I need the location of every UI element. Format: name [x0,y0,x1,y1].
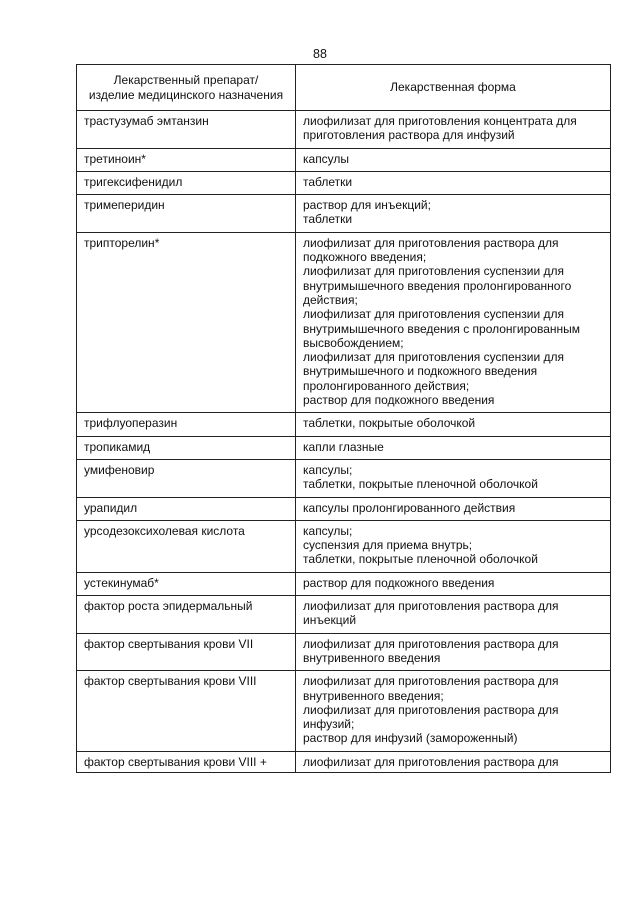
drug-table [76,64,611,773]
dosage-form-cell: лиофилизат для приготовления раствора для [296,751,611,772]
table-row [77,520,611,572]
drug-name-cell: тригексифенидил [77,171,296,194]
dosage-form-cell: раствор для инъекций; таблетки [296,195,611,233]
drug-name-cell: фактор свертывания крови VIII [77,671,296,751]
header-drug: Лекарственный препарат/ изделие медицинского назначения [77,65,296,111]
table-row [77,436,611,459]
dosage-form-cell: капсулы; таблетки, покрытые пленочной оболочкой [296,459,611,497]
drug-name-cell: трифлуоперазин [77,413,296,436]
table-header-row [77,65,611,111]
table-row [77,671,611,751]
table-body [77,111,611,773]
dosage-form-cell: раствор для подкожного введения [296,572,611,595]
dosage-form-cell: капсулы пролонгированного действия [296,497,611,520]
dosage-form-cell: капсулы [296,148,611,171]
table-row [77,572,611,595]
dosage-form-cell: таблетки [296,171,611,194]
drug-name-cell: тропикамид [77,436,296,459]
drug-name-cell: третиноин* [77,148,296,171]
drug-name-cell: фактор свертывания крови VII [77,633,296,671]
dosage-form-cell: таблетки, покрытые оболочкой [296,413,611,436]
table-row [77,111,611,149]
drug-name-cell: фактор роста эпидермальный [77,596,296,634]
table-row [77,195,611,233]
drug-name-cell: устекинумаб* [77,572,296,595]
table-row [77,232,611,413]
drug-name-cell: тримеперидин [77,195,296,233]
table-row [77,497,611,520]
dosage-form-cell: лиофилизат для приготовления раствора для внутривенного введения [296,633,611,671]
table-row [77,148,611,171]
dosage-form-cell: лиофилизат для приготовления концентрата для приготовления раствора для инфузий [296,111,611,149]
table-row [77,633,611,671]
drug-name-cell: урсодезоксихолевая кислота [77,520,296,572]
dosage-form-cell: лиофилизат для приготовления раствора для внутривенного введения; лиофилизат для приготовления раствора для инфузий; раствор для инфузий (замороженный) [296,671,611,751]
dosage-form-cell: капли глазные [296,436,611,459]
dosage-form-cell: капсулы; суспензия для приема внутрь; таблетки, покрытые пленочной оболочкой [296,520,611,572]
table-row [77,459,611,497]
drug-name-cell: трипторелин* [77,232,296,413]
table-row [77,413,611,436]
drug-name-cell: урапидил [77,497,296,520]
dosage-form-cell: лиофилизат для приготовления раствора для инъекций [296,596,611,634]
table-row [77,596,611,634]
table-row [77,171,611,194]
drug-name-cell: трастузумаб эмтанзин [77,111,296,149]
page-number: 88 [313,47,327,61]
table-row [77,751,611,772]
drug-name-cell: фактор свертывания крови VIII + [77,751,296,772]
header-form: Лекарственная форма [296,65,611,111]
dosage-form-cell: лиофилизат для приготовления раствора для подкожного введения; лиофилизат для приготовления суспензии для внутримышечного введения пролонгированного действия; лиофилизат для приготовления суспензии для внутримышечного введения с пролонгированным высвобождением; лиофилизат для приготовления суспензии для внутримышечного и подкожного введения пролонгированного действия; раствор для подкожного введения [296,232,611,413]
drug-name-cell: умифеновир [77,459,296,497]
